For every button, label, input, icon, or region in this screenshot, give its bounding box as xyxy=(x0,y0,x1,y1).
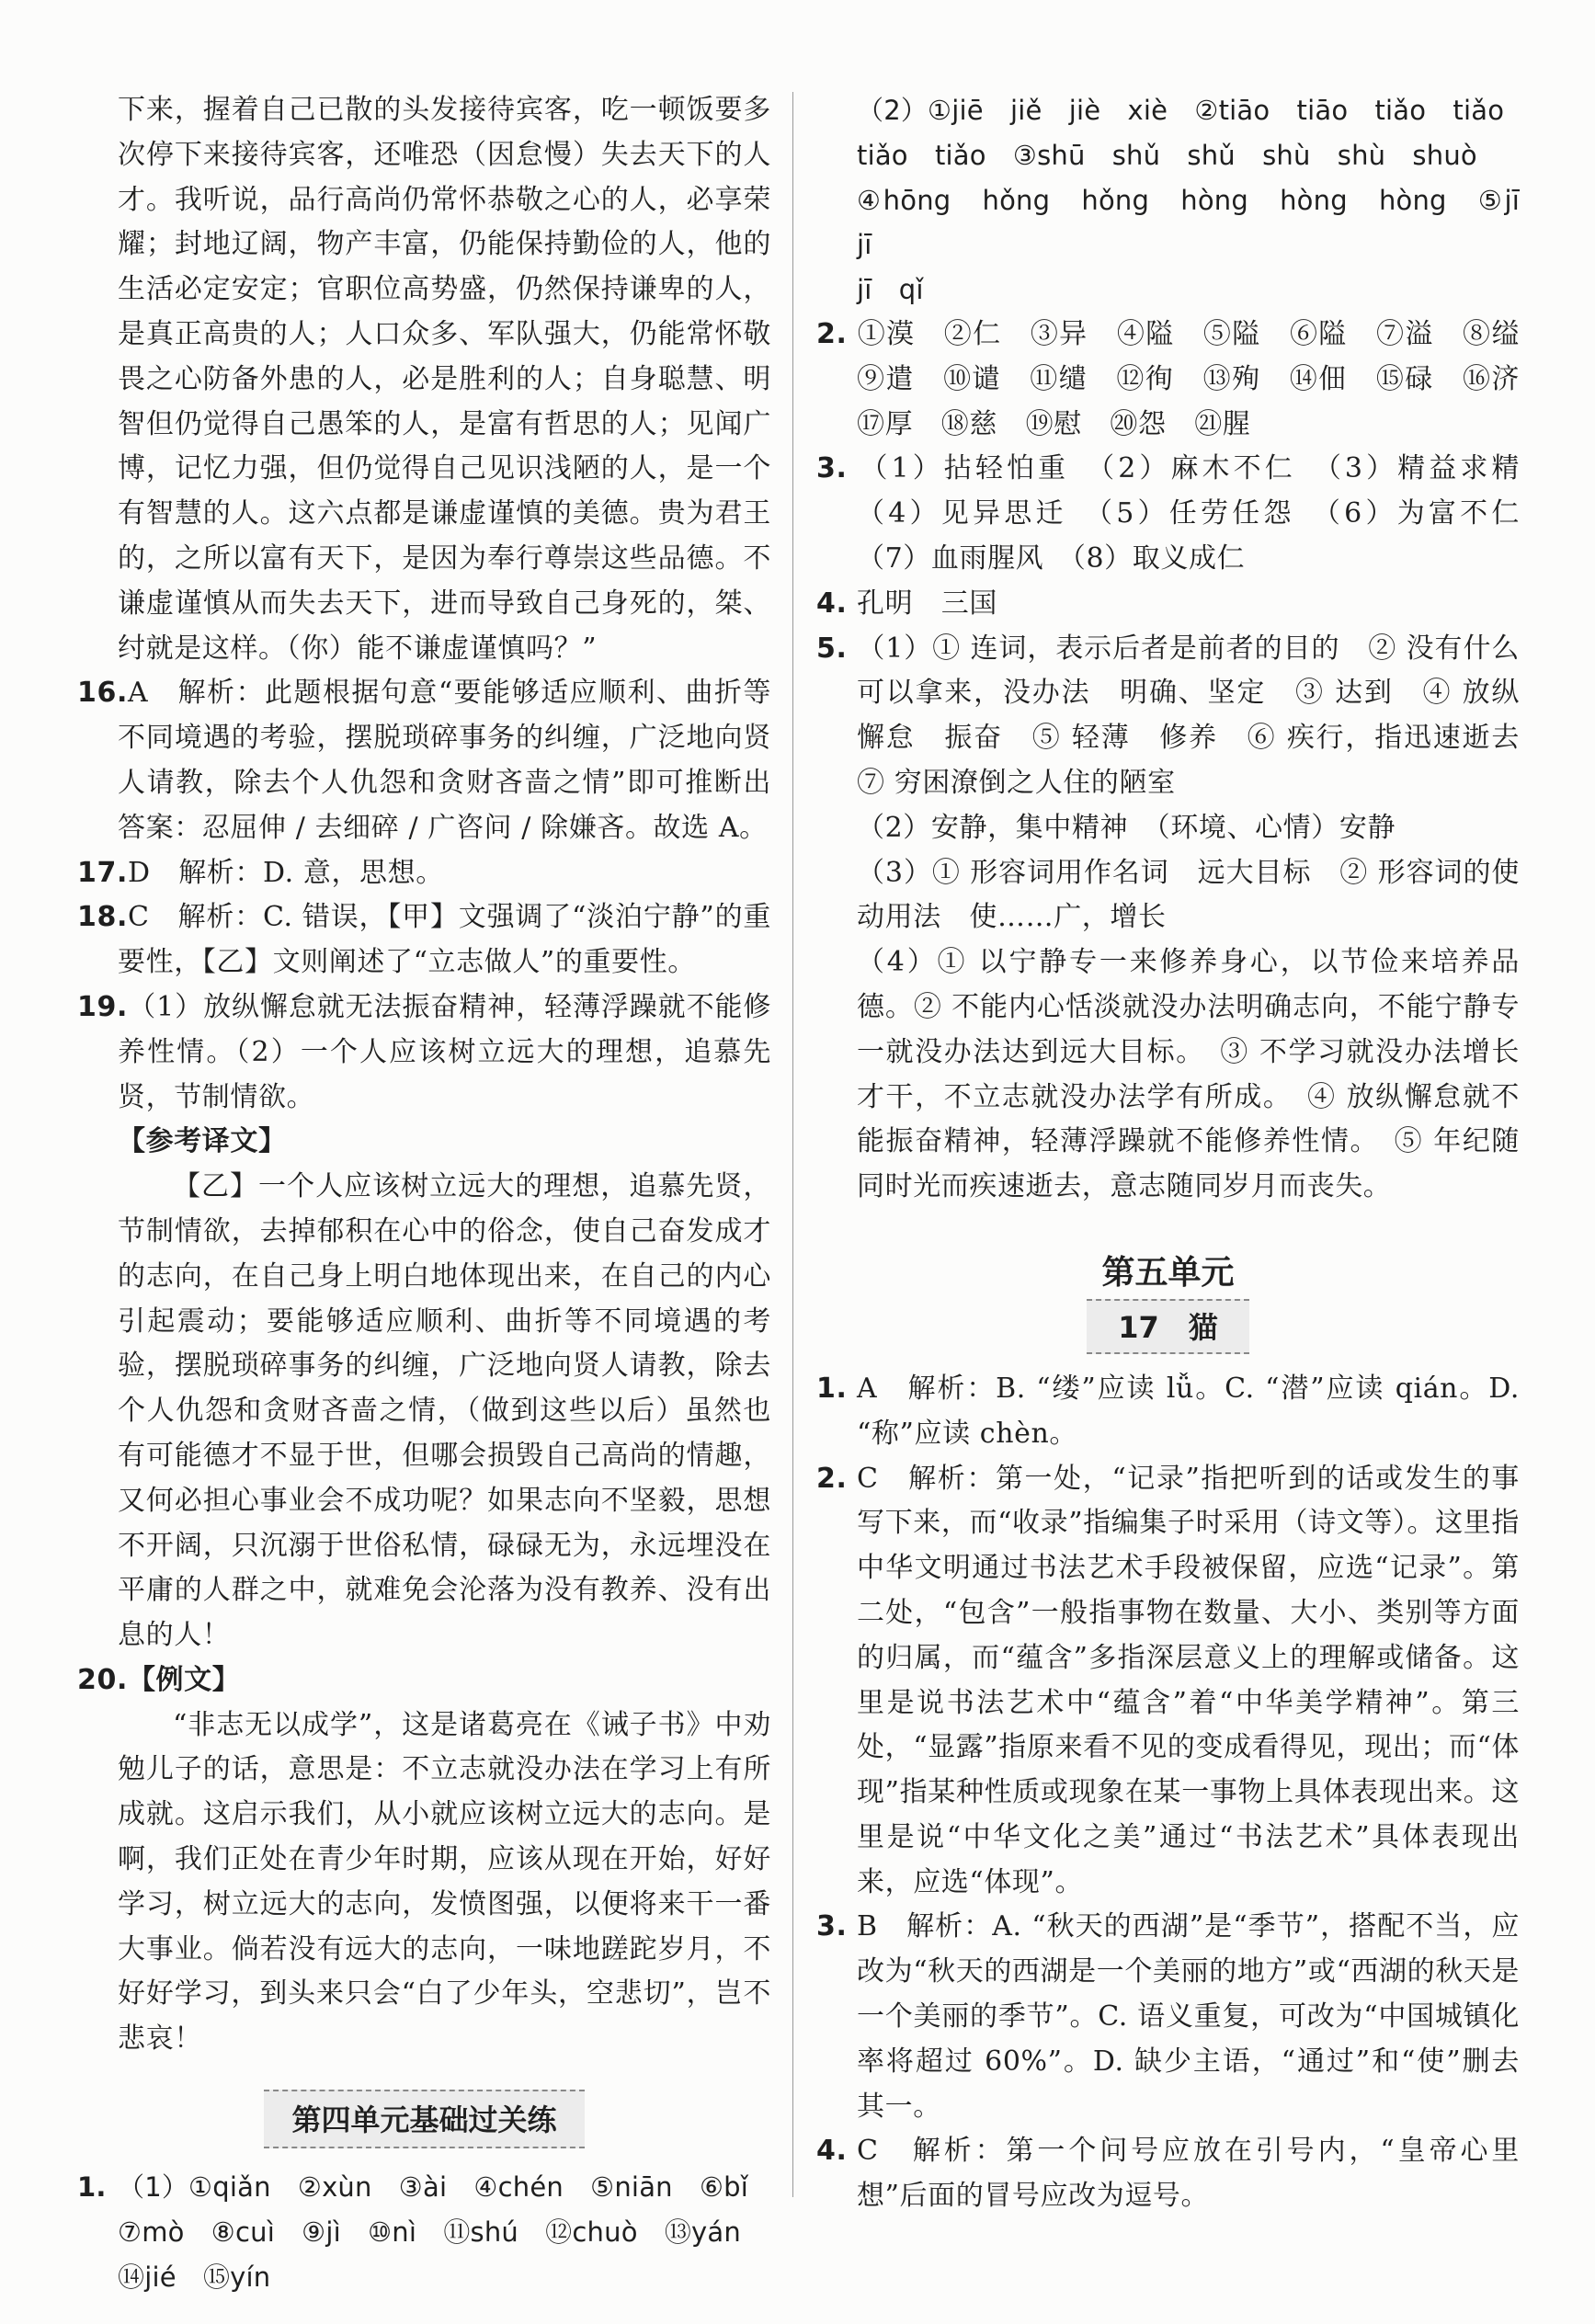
answer-text: （2）安静，集中精神 （环境、心情）安静 xyxy=(857,811,1396,844)
section-answer-3 xyxy=(816,447,1548,581)
example-essay: “非志无以成学”，这是诸葛亮在《诫子书》中劝勉儿子的话，意思是：不立志就没办法在学习上有所成就。这启示我们，从小就应该树立远大的志向。是啊，我们正处在青少年时期，应该从现在开始，好好学习，树立远大的志向，发愤图强，以便将来干一番大事业。倘若没有远大的志向，一味地蹉跎岁月，不好好学习，到头来只会“白了少年头，空悲切”，岂不悲哀！ xyxy=(118,1708,771,2056)
answer-number: 3. xyxy=(816,452,848,485)
lesson-answer-1 xyxy=(816,1367,1520,1457)
answer-17 xyxy=(77,851,771,896)
left-column xyxy=(77,88,771,2299)
answer-text: ①漠 ②仁 ③异 ④隘 ⑤隘 ⑥隘 ⑦溢 ⑧缢 ⑨遣 ⑩谴 ⑪缱 ⑫徇 ⑬殉 ⑭佃 ⑮碌 ⑯济 ⑰厚 ⑱慈 ⑲慰 ⑳怨 ㉑腥 xyxy=(857,317,1548,440)
pinyin-line: （2）①jiē jiě jiè xiè ②tiāo tiāo tiǎo tiǎo xyxy=(857,95,1505,126)
answer-19 xyxy=(77,985,771,1120)
section-answer-1 xyxy=(77,2165,771,2210)
answer-text: A 解析：B. “缕”应读 lǚ。C. “潜”应读 qián。D. “称”应读 chèn。 xyxy=(857,1372,1520,1450)
answer-number: 2. xyxy=(816,1462,848,1495)
pinyin-line: ④hōng hǒng hǒng hòng hòng hòng ⑤jī jī xyxy=(857,184,1547,261)
answer-number: 17. xyxy=(77,856,128,889)
lesson-header xyxy=(816,1299,1520,1354)
pinyin-line: jī qǐ xyxy=(857,274,924,306)
column-divider xyxy=(792,92,793,2197)
answer-text: （3）① 形容词用作名词 远大目标 ② 形容词的使动用法 使……广，增长 xyxy=(857,856,1520,934)
answer-number: 19. xyxy=(77,990,128,1023)
lesson-answer-3 xyxy=(816,1905,1520,2129)
answer-16 xyxy=(77,671,771,850)
answer-text: C 解析：C. 错误，【甲】文强调了“淡泊宁静”的重要性，【乙】文则阐述了“立志做人”的重要性。 xyxy=(118,901,771,979)
pinyin-line: ⑦mò ⑧cuì ⑨jì ⑩nì ⑪shú ⑫chuò ⑬yán xyxy=(118,2216,741,2248)
answer-number: 5. xyxy=(816,632,848,665)
answer-number: 2. xyxy=(816,317,848,350)
translation-continuation: 下来，握着自己已散的头发接待宾客，吃一顿饭要多次停下来接待宾客，还唯恐（因怠慢）失去天下的人才。我听说，品行高尚仍常怀恭敬之心的人，必享荣耀；封地辽阔，物产丰富，仍能保持勤俭的人，他的生活必定安定；官职位高势盛，仍然保持谦卑的人，是真正高贵的人；人口众多、军队强大，仍能常怀敬畏之心防备外患的人，必是胜利的人；自身聪慧、明智但仍觉得自己愚笨的人，是富有哲思的人；见闻广博，记忆力强，但仍觉得自己见识浅陋的人，是一个有智慧的人。这六点都是谦虚谨慎的美德。贵为君王的，之所以富有天下，是因为奉行尊崇这些品德。不谦虚谨慎从而失去天下，进而导致自己身死的，桀、纣就是这样。（你）能不谦虚谨慎吗？” xyxy=(118,94,771,665)
answer-text: （1）拈轻怕重 （2）麻木不仁 （3）精益求精 （4）见异思迁 （5）任劳任怨 （6）为富不仁 （7）血雨腥风 （8）取义成仁 xyxy=(857,452,1548,575)
lesson-answer-4 xyxy=(816,2129,1520,2219)
section-answer-4 xyxy=(816,582,1520,627)
answer-number: 3. xyxy=(816,1910,848,1943)
answer-text: A 解析：此题根据句意“要能够适应顺利、曲折等不同境遇的考验，摆脱琐碎事务的纠缠，广泛地向贤人请教，除去个人仇怨和贪财吝啬之情”即可推断出答案：忍屈伸 / 去细碎 / 广咨问 / 除嫌吝。故选 A。 xyxy=(118,677,771,844)
answer-20 xyxy=(77,1658,771,1703)
unit-title: 第五单元 xyxy=(1101,1253,1235,1292)
answer-text: C 解析：第一处，“记录”指把听到的话或发生的事写下来，而“收录”指编集子时采用（诗文等）。这里指中华文明通过书法艺术手段被保留，应选“记录”。第二处，“包含”一般指事物在数量、大小、类别等方面的归属，而“蕴含”多指深层意义上的理解或储备。这里是说书法艺术中“蕴含”着“中华美学精神”。第三处，“显露”指原来看不见的变成看得见，现出；而“体现”指某种性质或现象在某一事物上具体表现出来。这里是说“中华文化之美”通过“书法艺术”具体表现出来，应选“体现”。 xyxy=(857,1462,1521,1898)
answer-number: 4. xyxy=(816,587,848,620)
lesson-answer-2 xyxy=(816,1457,1520,1906)
pinyin-line: ⑭jié ⑮yín xyxy=(118,2261,271,2293)
answer-number: 4. xyxy=(816,2135,848,2168)
section-header xyxy=(77,2090,771,2148)
answer-number: 16. xyxy=(77,677,128,710)
answer-18 xyxy=(77,895,771,985)
answer-number: 20. xyxy=(77,1663,128,1696)
answer-text: （4）① 以宁静专一来修养身心，以节俭来培养品德。② 不能内心恬淡就没办法明确志向，不能宁静专一就没办法达到远大目标。 ③ 不学习就没办法增长才干，不立志就没办法学有所成。 ④ 放纵懈怠就不能振奋精神，轻薄浮躁就不能修养性情。 ⑤ 年纪随同时光而疾速逝去，意志随同岁月而丧失。 xyxy=(857,946,1520,1203)
section-answer-5 xyxy=(816,627,1548,806)
answer-number: 18. xyxy=(77,901,128,934)
reference-translation-label: 【参考译文】 xyxy=(118,1125,287,1158)
answer-text: （1）① 连词，表示后者是前者的目的 ② 没有什么可以拿来，没办法 明确、坚定 ③ 达到 ④ 放纵 懈怠 振奋 ⑤ 轻薄 修养 ⑥ 疾行，指迅速逝去 ⑦ 穷困潦倒之人住的陋室 xyxy=(857,632,1548,799)
answer-text: （1）放纵懈怠就无法振奋精神，轻薄浮躁就不能修养性情。（2）一个人应该树立远大的理想，追慕先贤，节制情欲。 xyxy=(118,990,771,1113)
answer-number: 1. xyxy=(77,2171,107,2204)
reference-translation: 【乙】一个人应该树立远大的理想，追慕先贤，节制情欲，去掉郁积在心中的俗念，使自己奋发成才的志向，在自己身上明白地体现出来，在自己的内心引起震动；要能够适应顺利、曲折等不同境遇的考验，摆脱琐碎事务的纠缠，广泛地向贤人请教，除去个人仇怨和贪财吝啬之情，（做到这些以后）虽然也有可能德才不显于世，但哪会损毁自己高尚的情趣，又何必担心事业会不成功呢？如果志向不坚毅，思想不开阔，只沉溺于世俗私情，碌碌无为，永远埋没在平庸的人群之中，就难免会沦落为没有教养、没有出息的人！ xyxy=(118,1170,771,1652)
right-column xyxy=(816,88,1548,2219)
answer-text: B 解析：A. “秋天的西湖”是“季节”，搭配不当，应改为“秋天的西湖是一个美丽的地方”或“西湖的秋天是一个美丽的季节”。C. 语义重复，可改为“中国城镇化率将超过 60%”。D. 缺少主语，“通过”和“使”删去其一。 xyxy=(857,1910,1521,2123)
pinyin-line: （1）①qiǎn ②xùn ③ài ④chén ⑤niān ⑥bǐ xyxy=(118,2171,749,2204)
lesson-title: 17 猫 xyxy=(1087,1299,1249,1354)
answer-text: D 解析：D. 意，思想。 xyxy=(127,856,444,889)
section-title: 第四单元基础过关练 xyxy=(264,2090,584,2148)
pinyin-line: tiǎo tiǎo ③shū shǔ shǔ shù shù shuò xyxy=(857,139,1477,171)
section-answer-2 xyxy=(816,313,1548,447)
answer-text: 孔明 三国 xyxy=(857,587,997,620)
answer-text: C 解析：第一个问号应放在引号内，“皇帝心里想”后面的冒号应改为逗号。 xyxy=(857,2135,1520,2213)
answer-number: 1. xyxy=(816,1372,848,1405)
example-label: 【例文】 xyxy=(127,1663,241,1696)
